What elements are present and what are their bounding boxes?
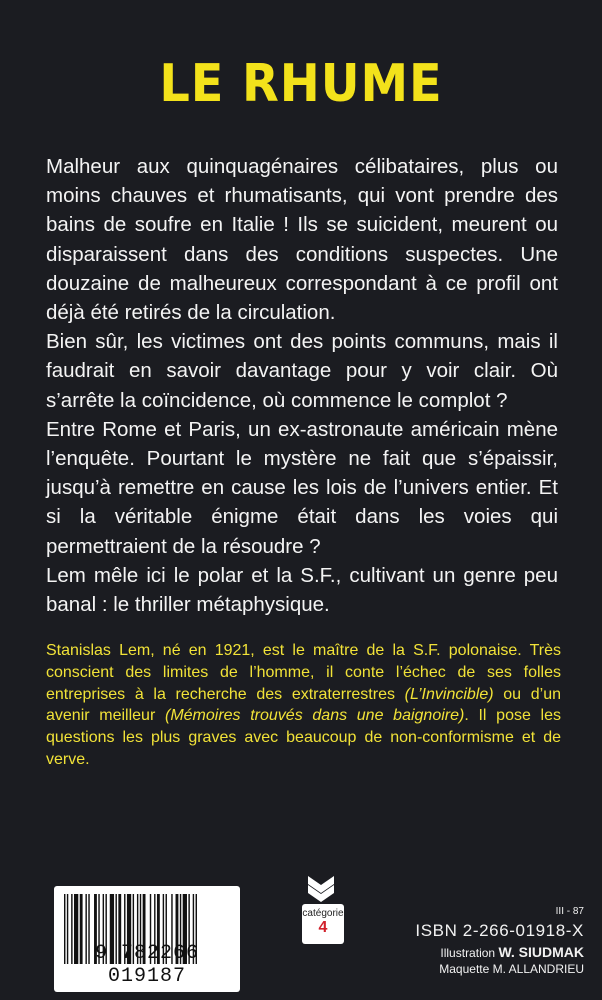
blurb [46, 152, 558, 619]
blurb-paragraph-1: Malheur aux quinquagénaires célibataires, plus ou moins chauves et rhumatisants, qui vont prendre des bains de soufre en Italie ! Ils se suicident, meurent ou disparaissent dans des conditions suspectes. Une douzaine de malheureux correspondant à ce profil ont déjà été retirés de la circulation. [46, 155, 558, 325]
author-bio [46, 640, 561, 771]
barcode-digits: 9 782266 019187 [94, 942, 199, 988]
bio-work-2: (Mémoires trouvés dans une baignoire) [164, 707, 465, 725]
bio-text-2: ou d’un avenir meilleur [46, 685, 561, 725]
isbn: ISBN 2-266-01918-X [415, 921, 584, 940]
maquette-credit: Maquette M. ALLANDRIEU [439, 962, 584, 976]
bio-text-1: Stanislas Lem, né en 1921, est le maître de la S.F. polonaise. Très conscient des limites de l’homme, il conte l’échec de ses folles entreprises à la recherche des extraterrestres [46, 642, 561, 703]
illustrator-name: W. SIUDMAK [498, 944, 584, 960]
category-label: catégorie [302, 908, 344, 919]
blurb-paragraph-3: Entre Rome et Paris, un ex-astronaute américain mène l’enquête. Pourtant le mystère ne fait que s’épaissir, jusqu’à remettre en cause les lois de l’univers entier. Et si la véritable énigme était dans les voies qui permettraient de la résoudre ? [46, 417, 558, 558]
blurb-paragraph-4: Lem mêle ici le polar et la S.F., cultivant un genre peu banal : le thriller métaphysique. [46, 563, 558, 617]
blurb-paragraph-2: Bien sûr, les victimes ont des points communs, mais il faudrait en savoir davantage pour y voir clair. Où s’arrête la coïncidence, où commence le complot ? [46, 330, 558, 412]
publisher-logo-icon [306, 876, 336, 902]
bio-text-3: . Il pose les questions les plus graves avec beaucoup de non-conformisme et de verve. [46, 707, 562, 768]
illustration-credit [415, 944, 584, 960]
print-code: III - 87 [555, 906, 584, 917]
category-number: 4 [318, 919, 328, 936]
barcode [54, 886, 240, 992]
book-title: LE RHUME [159, 54, 443, 114]
category-badge [302, 904, 344, 944]
bio-work-1: (L’Invincible) [404, 685, 494, 703]
illustration-label: Illustration [440, 946, 496, 960]
credits [415, 906, 584, 976]
